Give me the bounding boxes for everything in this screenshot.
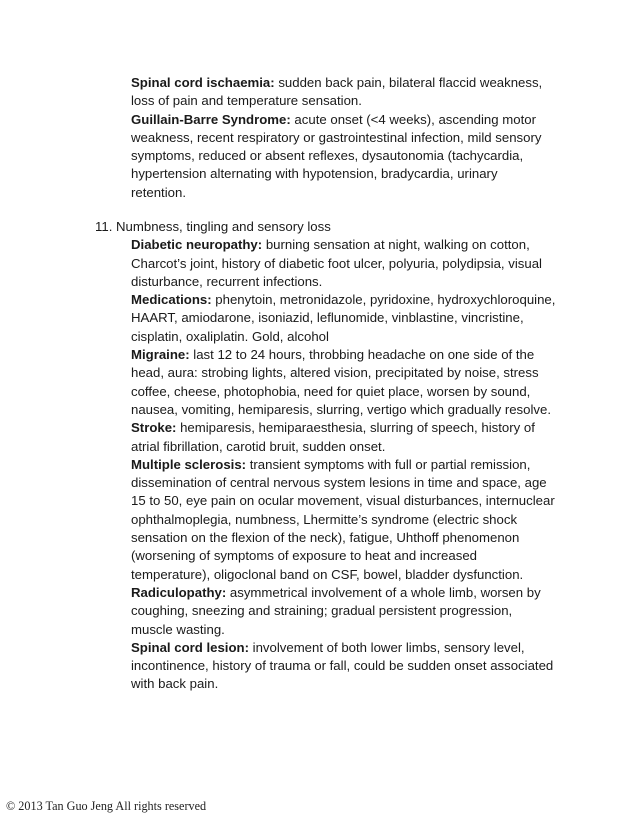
entry-text: involvement of both lower limbs, sensory level, incontinence, history of trauma or fall, could be sudden onset associated with back pain. (131, 639, 554, 692)
section-entries (131, 236, 556, 693)
section-heading: 11. Numbness, tingling and sensory loss (95, 219, 331, 234)
entry-spinal-cord-lesion (131, 639, 556, 694)
entry-multiple-sclerosis (131, 456, 556, 584)
entry-radiculopathy (131, 584, 556, 639)
entry-text: sudden back pain, bilateral flaccid weakness, loss of pain and temperature sensation. (131, 75, 543, 109)
top-entries (131, 74, 556, 202)
entry-text: phenytoin, metronidazole, pyridoxine, hydroxychloroquine, HAART, amiodarone, isoniazid, leflunomide, vinblastine, vincristine, cisplatin, oxaliplatin. Gold, alcohol (131, 292, 556, 344)
entry-term: Diabetic neuropathy: (131, 237, 263, 253)
entry-term: Spinal cord ischaemia: (131, 75, 275, 90)
entry-guillain-barre (131, 111, 556, 202)
entry-text: acute onset (<4 weeks), ascending motor weakness, recent respiratory or gastrointestinal infection, mild sensory symptoms, reduced or absent reflexes, dysautonomia (tachycardia, hypertension alternating with hypotension, bradycardia, urinary retention. (131, 111, 542, 200)
entry-term: Medications: (131, 292, 212, 308)
entry-term: Spinal cord lesion: (131, 639, 249, 655)
entry-term: Stroke: (131, 420, 177, 436)
entry-term: Multiple sclerosis: (131, 456, 247, 472)
entry-medications (131, 291, 556, 346)
entry-migraine (131, 346, 556, 419)
section-numbness-tingling (95, 218, 565, 694)
entry-text: burning sensation at night, walking on cotton, Charcot’s joint, history of diabetic foot ulcer, polyuria, polydipsia, visual disturbance, recurrent infections. (131, 237, 542, 289)
entry-text: transient symptoms with full or partial remission, dissemination of central nervous system lesions in time and space, age 15 to 50, eye pain on ocular movement, visual disturbances, internuclear ophthalmoplegia, numbness, Lhermitte’s syndrome (electric shock sensation on the flexion of the neck), fatigue, Uhthoff phenomenon (worsening of symptoms of exposure to heat and increased temperature), oligoclonal band on CSF, bowel, bladder dysfunction. (131, 456, 555, 582)
entry-text: hemiparesis, hemiparaesthesia, slurring of speech, history of atrial fibrillation, carotid bruit, sudden onset. (131, 420, 535, 454)
entry-term: Migraine: (131, 347, 190, 363)
copyright-footer: © 2013 Tan Guo Jeng All rights reserved (6, 799, 207, 813)
entry-stroke (131, 419, 556, 456)
entry-text: last 12 to 24 hours, throbbing headache on one side of the head, aura: strobing lights, altered vision, precipitated by noise, stress coffee, cheese, photophobia, need for quiet place, worsen by sound, nausea, vomiting, hemiparesis, slurring, vertigo which gradually resolve. (131, 347, 551, 417)
entry-term: Guillain-Barre Syndrome: (131, 111, 291, 127)
entry-text: asymmetrical involvement of a whole limb, worsen by coughing, sneezing and straining; gradual persistent progression, muscle wasting. (131, 584, 541, 637)
entry-spinal-cord-ischaemia (131, 74, 556, 111)
entry-diabetic-neuropathy (131, 236, 556, 291)
entry-term: Radiculopathy: (131, 584, 227, 600)
